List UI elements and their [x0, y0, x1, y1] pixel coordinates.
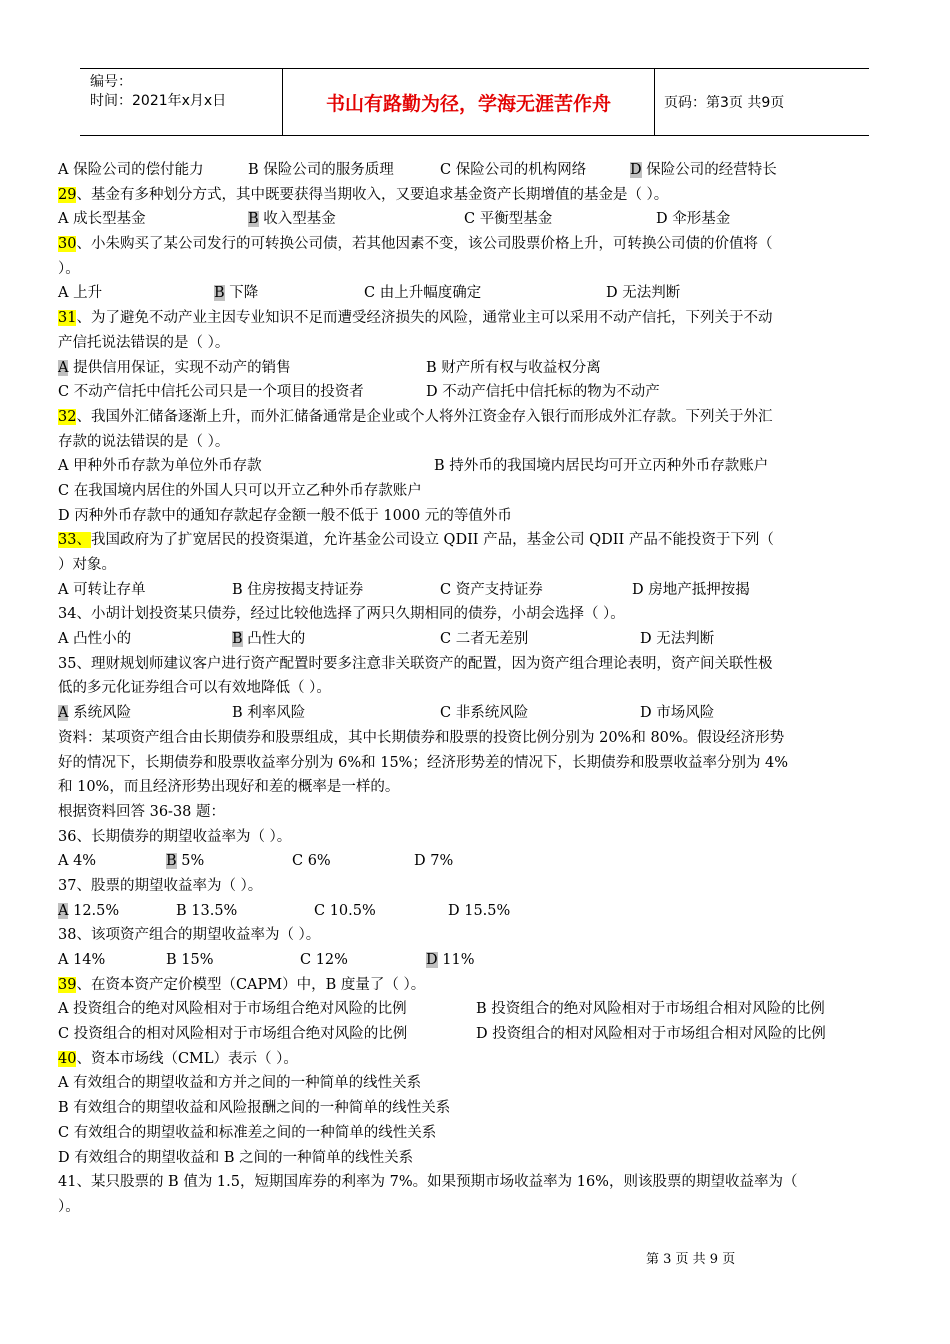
text-line: 38、该项资产组合的期望收益率为（ ）。	[58, 927, 321, 944]
answer-option: B 财产所有权与收益权分离	[426, 359, 601, 376]
answer-option: C 保险公司的机构网络	[440, 162, 587, 178]
answer-options-row	[58, 356, 892, 381]
text-line: D 丙种外币存款中的通知存款起存金额一般不低于 1000 元的等值外币	[58, 507, 512, 524]
answer-option: C 二者无差别	[440, 631, 529, 648]
answer-option: A 上升	[58, 285, 103, 302]
answer-options-row	[58, 701, 892, 726]
answer-letter-highlight: A	[58, 902, 69, 919]
answer-option-text: 保险公司的经营特长	[641, 162, 777, 178]
text-line: ）对象。	[58, 557, 116, 573]
question-line	[58, 528, 892, 553]
question-number: 39	[58, 976, 77, 993]
text-line: 低的多元化证券组合可以有效地降低（ ）。	[58, 680, 331, 697]
answer-letter-highlight: A	[58, 705, 69, 722]
question-text: 、我国外汇储备逐渐上升，而外汇储备通常是企业或个人将外江资金存入银行而形成外汇存款。下列关于外汇	[76, 408, 773, 425]
header-time-label: 时间：2021年x月x日	[90, 93, 227, 109]
text-line: 37、股票的期望收益率为（ ）。	[58, 877, 263, 894]
answer-option: A 甲种外币存款为单位外币存款	[58, 458, 262, 475]
question-text: 、为了避免不动产业主因专业知识不足而遭受经济损失的风险，通常业主可以采用不动产信托，下列关于不动	[76, 310, 773, 327]
answer-options-row	[58, 948, 892, 973]
text-line: 产信托说法错误的是（ ）。	[58, 334, 230, 351]
question-line	[58, 973, 892, 998]
page-footer: 第 3 页 共 9 页	[646, 1252, 736, 1267]
text-line: 35、理财规划师建议客户进行资产配置时要多注意非关联资产的配置，因为资产组合理论表明，资产间关联性极	[58, 655, 773, 672]
answer-option-text: 12.5%	[68, 902, 120, 919]
answer-option: A 14%	[58, 952, 106, 968]
question-number: 31	[58, 310, 77, 327]
page-header	[80, 68, 869, 136]
text-line: 根据资料回答 36-38 题：	[58, 803, 226, 820]
question-text: 、在资本资产定价模型（CAPM）中，Β 度量了（ ）。	[76, 976, 426, 993]
text-line: 好的情况下，长期债券和股票收益率分别为 6%和 15%；经济形势差的情况下，长期债券和股票收益率分别为 4%	[58, 754, 789, 771]
document-body	[58, 158, 892, 1220]
question-number: 40	[58, 1050, 77, 1067]
answer-options-row	[58, 627, 892, 652]
answer-option: B 15%	[166, 952, 214, 968]
question-text: 我国政府为了扩宽居民的投资渠道，允许基金公司设立 QDII 产品，基金公司 QDII 产品不能投资于下列（	[90, 532, 774, 549]
answer-option: A 可转让存单	[58, 581, 146, 598]
question-line	[58, 183, 892, 208]
text-line: C 有效组合的期望收益和标准差之间的一种简单的线性关系	[58, 1124, 437, 1141]
answer-letter-highlight: D	[426, 952, 438, 968]
question-number: 33、	[58, 532, 91, 549]
text-line: C 在我国境内居住的外国人只可以开立乙种外币存款账户	[58, 482, 422, 499]
question-text: 、资本市场线（CML）表示（ ）。	[76, 1050, 298, 1067]
text-line: 41、某只股票的 Β 值为 1.5，短期国库券的利率为 7%。如果预期市场收益率为 16%，则该股票的期望收益率为（	[58, 1174, 798, 1191]
answer-option	[248, 207, 336, 232]
answer-option: B 投资组合的绝对风险相对于市场组合相对风险的比例	[476, 1001, 825, 1018]
answer-options-row	[58, 578, 892, 603]
answer-letter-highlight: B	[248, 211, 259, 228]
answer-option	[58, 701, 131, 726]
answer-option	[214, 281, 258, 306]
answer-option: A 成长型基金	[58, 211, 146, 228]
answer-option: C 非系统风险	[440, 705, 529, 722]
answer-options-row	[58, 380, 892, 405]
answer-letter-highlight: B	[214, 285, 225, 302]
answer-option	[426, 948, 474, 973]
text-line: 36、长期债券的期望收益率为（ ）。	[58, 828, 292, 845]
answer-option: C 投资组合的相对风险相对于市场组合绝对风险的比例	[58, 1026, 408, 1043]
answer-option: D 投资组合的相对风险相对于市场组合相对风险的比例	[476, 1026, 826, 1043]
question-line	[58, 306, 892, 331]
answer-option: D 市场风险	[640, 705, 715, 722]
text-line: 资料：某项资产组合由长期债券和股票组成，其中长期债券和股票的投资比例分别为 20%和 80%。假设经济形势	[58, 729, 785, 746]
answer-option: C 不动产信托中信托公司只是一个项目的投资者	[58, 384, 364, 401]
answer-letter-highlight: A	[58, 359, 69, 376]
answer-options-row	[58, 849, 892, 874]
text-line: A 有效组合的期望收益和方并之间的一种简单的线性关系	[58, 1075, 422, 1092]
answer-options-row	[58, 207, 892, 232]
question-number: 30	[58, 236, 77, 253]
header-number-label: 编号：	[90, 74, 132, 90]
answer-option: D 无法判断	[640, 631, 715, 648]
answer-option: C 6%	[292, 853, 331, 870]
answer-letter-highlight: B	[232, 631, 243, 648]
answer-option: C 10.5%	[314, 902, 376, 919]
answer-option: A 凸性小的	[58, 631, 132, 648]
answer-option: A 4%	[58, 853, 97, 870]
answer-options-row	[58, 899, 892, 924]
header-motto: 书山有路勤为径，学海无涯苦作舟	[283, 69, 655, 135]
question-number: 32	[58, 408, 77, 425]
answer-letter-highlight: B	[166, 853, 177, 870]
answer-letter-highlight: D	[630, 162, 642, 178]
question-line	[58, 232, 892, 257]
text-line: ）。	[58, 1198, 80, 1215]
text-line: B 有效组合的期望收益和风险报酬之间的一种简单的线性关系	[58, 1100, 451, 1117]
answer-option	[58, 899, 119, 924]
answer-option	[232, 627, 305, 652]
answer-options-row	[58, 454, 892, 479]
answer-option: B 13.5%	[176, 902, 238, 919]
answer-option-text: 5%	[176, 853, 205, 870]
answer-option-text: 提供信用保证，实现不动产的销售	[68, 359, 291, 376]
question-text: 、小朱购买了某公司发行的可转换公司债，若其他因素不变，该公司股票价格上升，可转换公司债的价值将（	[76, 236, 773, 253]
answer-option: C 由上升幅度确定	[364, 285, 482, 302]
answer-option: D 15.5%	[448, 902, 511, 919]
answer-option	[630, 158, 777, 183]
text-line: 存款的说法错误的是（ ）。	[58, 433, 230, 450]
text-line: ）。	[58, 260, 80, 277]
answer-option-text: 系统风险	[68, 705, 132, 722]
text-line: 和 10%，而且经济形势出现好和差的概率是一样的。	[58, 779, 400, 796]
answer-option: C 资产支持证券	[440, 581, 543, 598]
answer-option: B 持外币的我国境内居民均可开立丙种外币存款账户	[434, 458, 769, 475]
answer-option: C 12%	[300, 952, 348, 968]
answer-option	[166, 849, 204, 874]
answer-options-row	[58, 997, 892, 1022]
text-line: 34、小胡计划投资某只债券，经过比较他选择了两只久期相同的债券，小胡会选择（ ）。	[58, 606, 625, 623]
question-line	[58, 405, 892, 430]
answer-option: D 房地产抵押按揭	[632, 581, 750, 598]
answer-option-text: 凸性大的	[242, 631, 306, 648]
question-number: 29	[58, 186, 77, 203]
answer-option-text: 收入型基金	[258, 211, 336, 228]
answer-option-text: 11%	[437, 952, 475, 968]
answer-option: B 利率风险	[232, 705, 306, 722]
answer-option: D 无法判断	[606, 285, 681, 302]
answer-options-row	[58, 158, 892, 183]
answer-option: D 伞形基金	[656, 211, 731, 228]
answer-option	[58, 356, 291, 381]
answer-options-row	[58, 1022, 892, 1047]
answer-option-text: 下降	[224, 285, 259, 302]
answer-option: D 不动产信托中信托标的物为不动产	[426, 384, 660, 401]
answer-option: B 保险公司的服务质理	[248, 162, 394, 178]
answer-option: B 住房按揭支持证券	[232, 581, 364, 598]
answer-option: D 7%	[414, 853, 454, 870]
answer-option: A 保险公司的偿付能力	[58, 162, 204, 178]
answer-option: A 投资组合的绝对风险相对于市场组合绝对风险的比例	[58, 1001, 407, 1018]
header-left-cell	[80, 69, 283, 135]
answer-option: C 平衡型基金	[464, 211, 553, 228]
question-text: 、基金有多种划分方式，其中既要获得当期收入，又要追求基金资产长期增值的基金是（ ）。	[76, 186, 669, 203]
text-line: D 有效组合的期望收益和 Β 之间的一种简单的线性关系	[58, 1149, 414, 1166]
header-page-label: 页码：第3页 共9页	[664, 95, 785, 111]
answer-options-row	[58, 281, 892, 306]
question-line	[58, 1047, 892, 1072]
